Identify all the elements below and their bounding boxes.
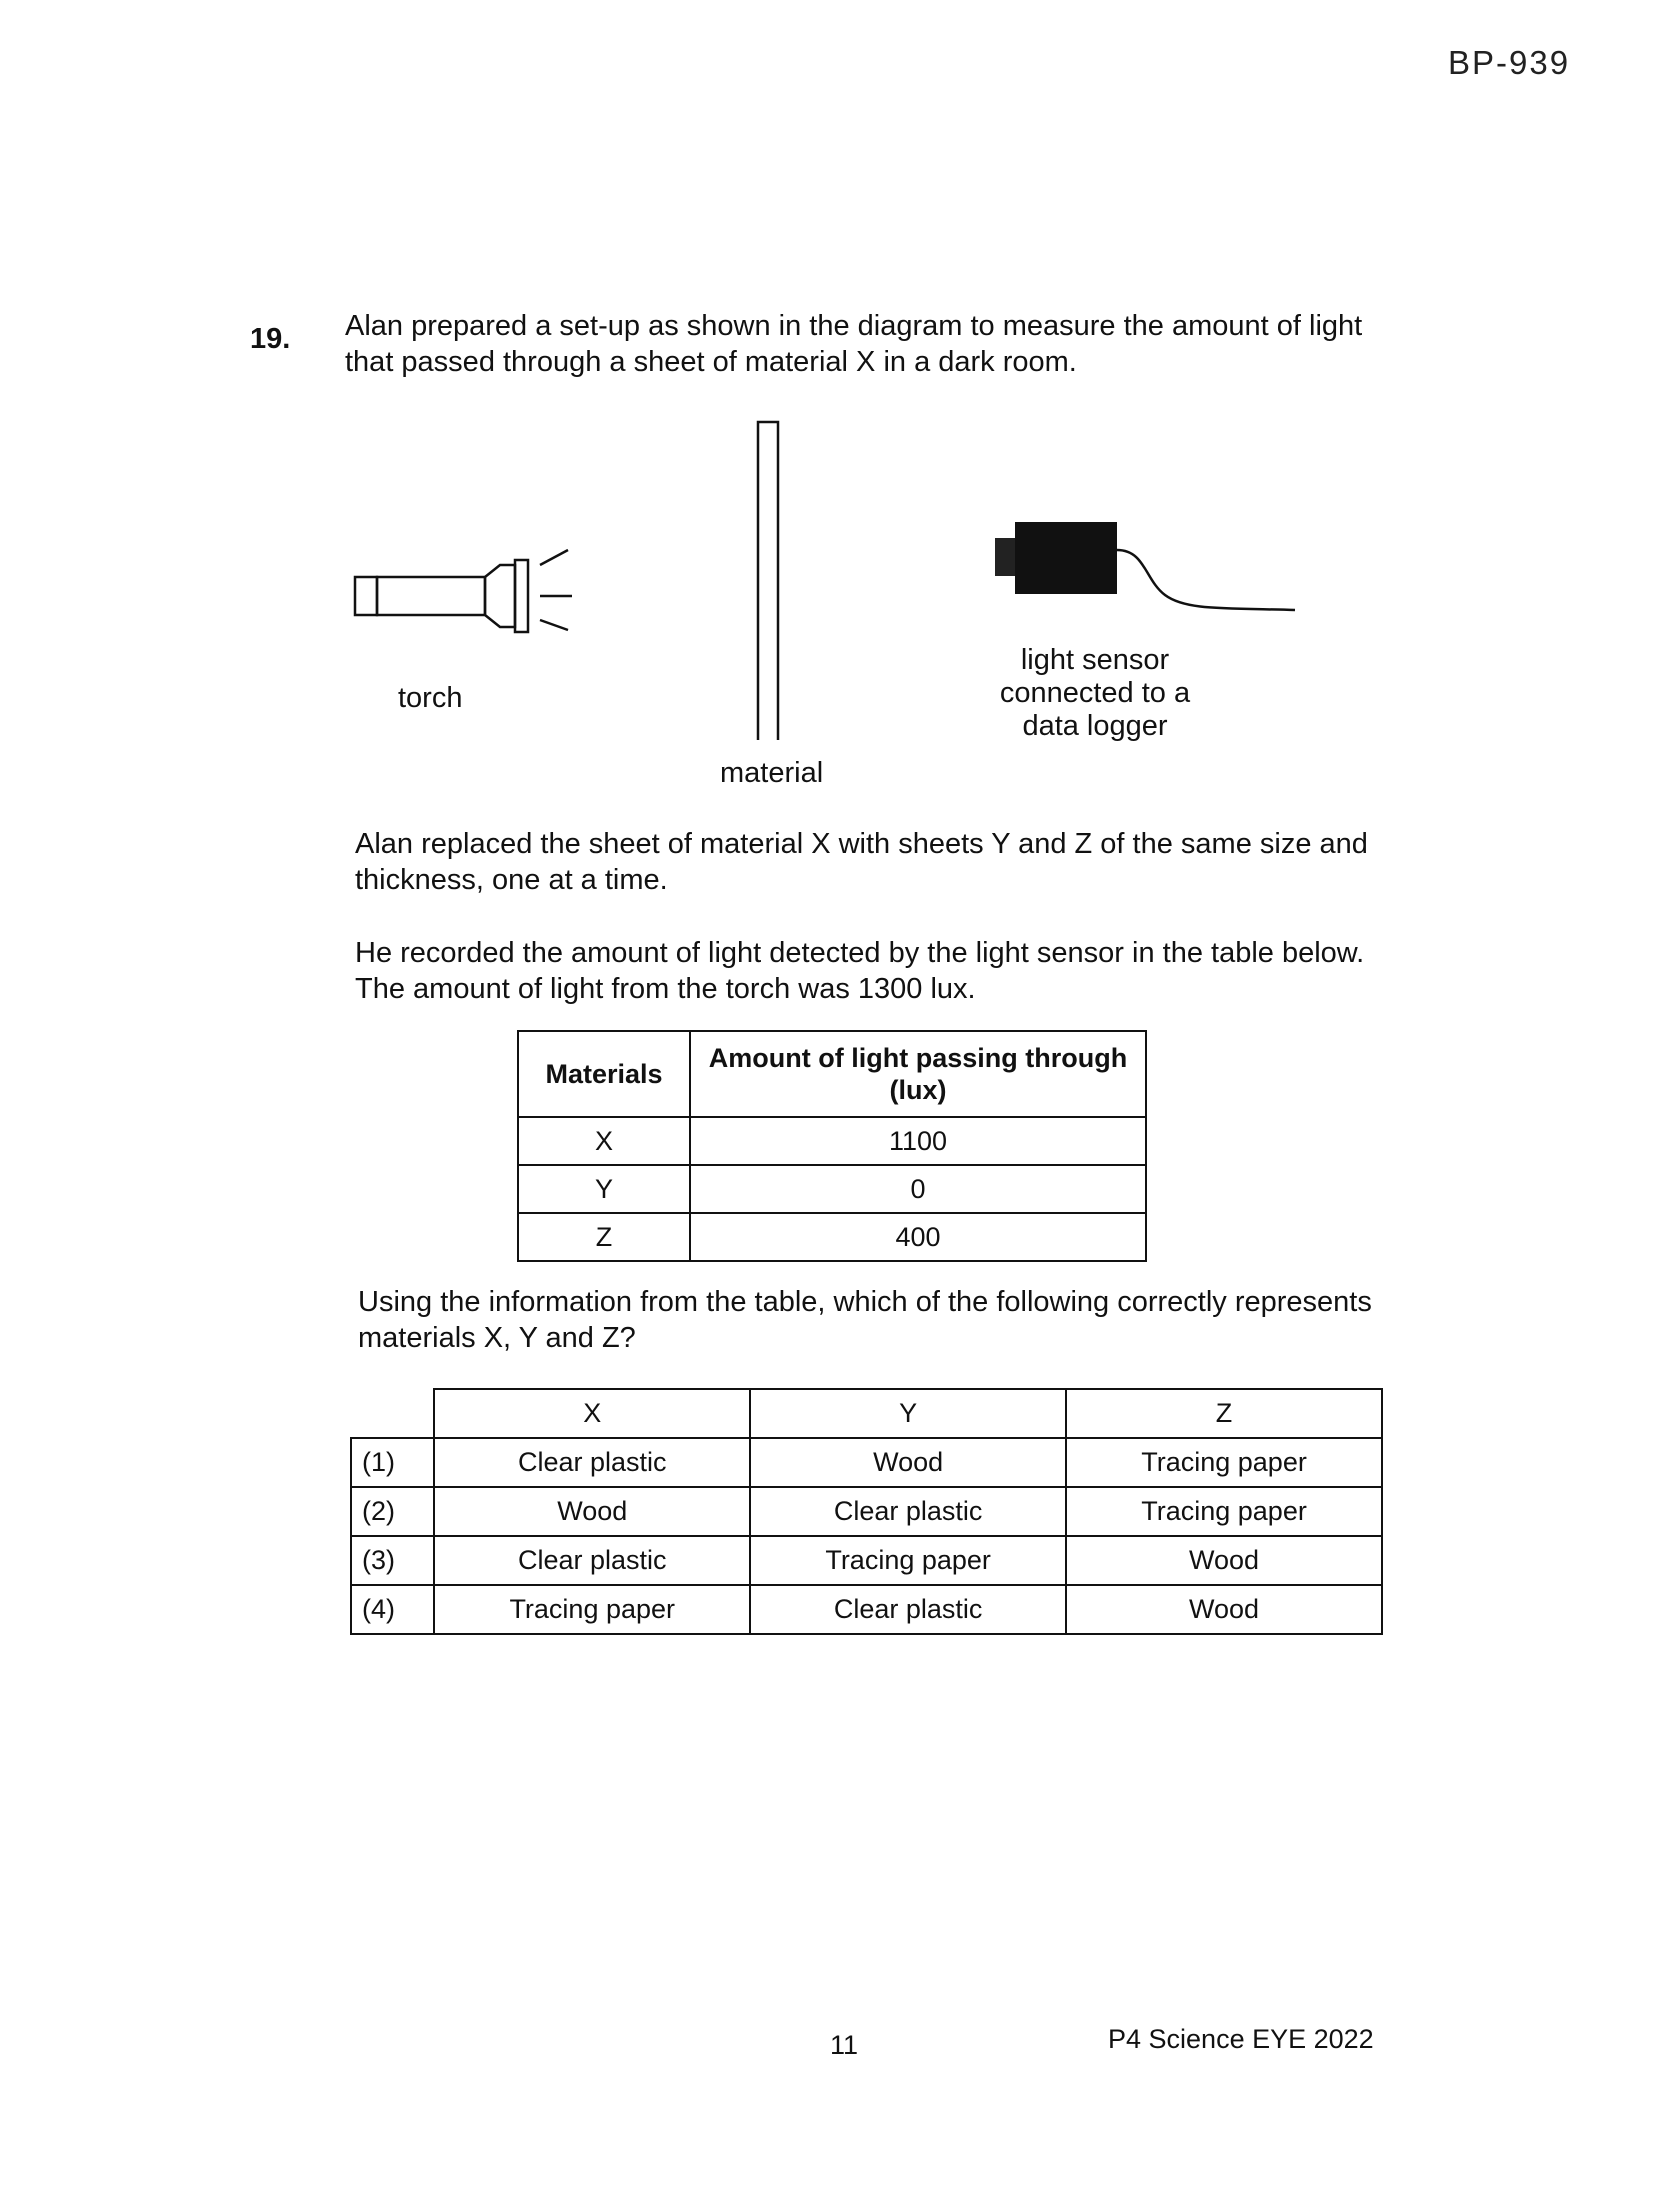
torch-icon [355, 550, 572, 632]
option-x-cell: Wood [434, 1487, 750, 1536]
paragraph-3-line-1: He recorded the amount of light detected by the light sensor in the table below. [355, 937, 1365, 969]
material-sheet [758, 422, 778, 740]
table-row [518, 1165, 1146, 1213]
option-z-cell: Tracing paper [1066, 1487, 1382, 1536]
material-cell: Z [518, 1213, 690, 1261]
option-number: (1) [351, 1438, 434, 1487]
option-z-cell: Tracing paper [1066, 1438, 1382, 1487]
option-x-cell: Clear plastic [434, 1536, 750, 1585]
question-intro [345, 308, 1395, 380]
option-x-cell: Clear plastic [434, 1438, 750, 1487]
paragraph-4-line-1: Using the information from the table, which of the following correctly represents [358, 1286, 1372, 1318]
paragraph-replaced-sheets [355, 826, 1405, 898]
options-table [350, 1388, 1383, 1635]
option-y-cell: Tracing paper [750, 1536, 1066, 1585]
lux-cell: 400 [690, 1213, 1146, 1261]
option-x-cell: Tracing paper [434, 1585, 750, 1634]
option-z-cell: Wood [1066, 1536, 1382, 1585]
paper-code: BP-939 [1448, 44, 1571, 81]
option-number: (4) [351, 1585, 434, 1634]
sensor-label-line-1: light sensor [1020, 644, 1170, 676]
paragraph-2-line-1: Alan replaced the sheet of material X with sheets Y and Z of the same size and [355, 828, 1368, 860]
results-header-row [518, 1031, 1146, 1117]
material-label: material [720, 757, 824, 789]
paragraph-3-line-2: The amount of light from the torch was 1300 lux. [355, 973, 976, 1005]
torch-label: torch [398, 682, 463, 714]
lux-cell: 1100 [690, 1117, 1146, 1165]
results-header-materials: Materials [518, 1031, 690, 1117]
lux-cell: 0 [690, 1165, 1146, 1213]
sensor-label-line-3: data logger [1022, 710, 1168, 742]
paragraph-question-prompt [358, 1284, 1408, 1356]
light-sensor-label [990, 644, 1200, 743]
results-table [517, 1030, 1147, 1262]
light-sensor-icon [995, 522, 1295, 610]
paragraph-4-line-2: materials X, Y and Z? [358, 1322, 636, 1354]
paragraph-recorded-light [355, 935, 1405, 1007]
question-number: 19. [250, 323, 291, 355]
option-row-1[interactable] [351, 1438, 1382, 1487]
options-header-y: Y [750, 1389, 1066, 1438]
results-header-amount: Amount of light passing through (lux) [690, 1031, 1146, 1117]
option-row-2[interactable] [351, 1487, 1382, 1536]
sensor-label-line-2: connected to a [999, 677, 1191, 709]
question-intro-line-2: that passed through a sheet of material X in a dark room. [345, 346, 1077, 378]
option-row-3[interactable] [351, 1536, 1382, 1585]
option-number: (3) [351, 1536, 434, 1585]
option-number: (2) [351, 1487, 434, 1536]
option-y-cell: Clear plastic [750, 1487, 1066, 1536]
option-y-cell: Wood [750, 1438, 1066, 1487]
option-y-cell: Clear plastic [750, 1585, 1066, 1634]
material-cell: Y [518, 1165, 690, 1213]
options-header-z: Z [1066, 1389, 1382, 1438]
paragraph-2-line-2: thickness, one at a time. [355, 864, 668, 896]
options-header-row [351, 1389, 1382, 1438]
table-row [518, 1213, 1146, 1261]
options-header-x: X [434, 1389, 750, 1438]
question-intro-line-1: Alan prepared a set-up as shown in the diagram to measure the amount of light [345, 310, 1363, 342]
material-cell: X [518, 1117, 690, 1165]
option-row-4[interactable] [351, 1585, 1382, 1634]
exam-title: P4 Science EYE 2022 [1108, 2024, 1374, 2054]
page-number: 11 [830, 2030, 859, 2060]
table-row [518, 1117, 1146, 1165]
option-z-cell: Wood [1066, 1585, 1382, 1634]
options-header-blank [351, 1389, 434, 1438]
